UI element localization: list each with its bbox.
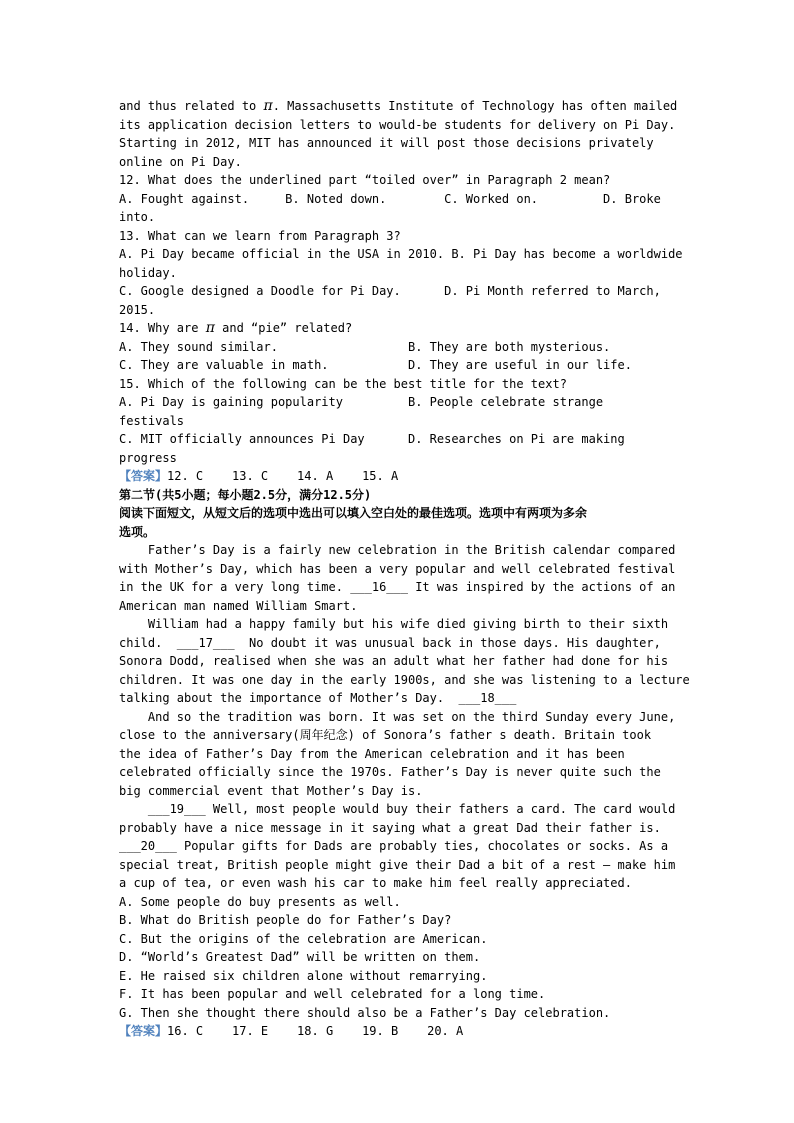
text-segment: the idea of Father’s Day from the American celebration and it has been — [119, 746, 625, 761]
text-line — [119, 523, 696, 542]
text-line — [119, 375, 696, 394]
section-heading-text: 阅读下面短文，从短文后的选项中选出可以填入空白处的最佳选项。选项中有两项为多余 — [119, 506, 588, 520]
text-segment: Starting in 2012, MIT has announced it will post those decisions privately — [119, 136, 654, 150]
text-segment: A. Some people do buy presents as well. — [119, 894, 401, 909]
text-line — [119, 190, 696, 209]
text-line — [119, 338, 696, 357]
text-segment: D. “World’s Greatest Dad” will be written on them. — [119, 950, 481, 964]
text-segment: American man named William Smart. — [119, 598, 358, 613]
text-segment: into. — [119, 210, 156, 224]
pi-symbol: π — [205, 320, 215, 336]
text-line — [119, 282, 696, 301]
text-segment: A. Fought against. B. Noted down. C. Worked on. D. Broke — [119, 191, 661, 206]
section-heading-text: 第二节(共5小题；每小题2.5分，满分12.5分) — [119, 487, 372, 502]
text-segment: Father’s Day is a fairly new celebration in the British calendar compared — [119, 543, 676, 557]
text-segment: C. Google designed a Doodle for Pi Day. D. Pi Month referred to March, — [119, 284, 661, 298]
text-line — [119, 208, 696, 227]
text-segment: William had a happy family but his wife died giving birth to their sixth — [119, 617, 669, 631]
text-segment: big commercial event that Mother’s Day is. — [119, 783, 423, 798]
text-segment: A. They sound similar. B. They are both mysterious. — [119, 339, 611, 354]
text-segment: with Mother’s Day, which has been a very popular and well celebrated festival — [119, 561, 676, 576]
text-line — [119, 782, 696, 801]
text-line — [119, 726, 696, 745]
text-segment: talking about the importance of Mother’s Day. ___18___ — [119, 691, 517, 705]
text-segment: close to the anniversary(周年纪念) of Sonora’s father s death. Britain took — [119, 728, 652, 742]
text-segment: 15. Which of the following can be the best title for the text? — [119, 376, 567, 391]
text-segment: celebrated officially since the 1970s. Father’s Day is never quite such the — [119, 765, 661, 779]
text-line — [119, 874, 696, 893]
text-segment: festivals — [119, 413, 185, 428]
text-line — [119, 116, 696, 135]
text-segment: and thus related to — [119, 99, 264, 113]
text-segment: C. But the origins of the celebration are American. — [119, 931, 488, 946]
text-line — [119, 264, 696, 283]
text-segment: holiday. — [119, 265, 177, 280]
text-line — [119, 430, 696, 449]
text-segment: 12. C 13. C 14. A 15. A — [167, 469, 399, 483]
text-segment: C. MIT officially announces Pi Day D. Researches on Pi are making — [119, 432, 625, 446]
text-segment: And so the tradition was born. It was set on the third Sunday every June, — [119, 709, 676, 724]
text-line — [119, 504, 696, 523]
text-line — [119, 171, 696, 190]
text-line — [119, 227, 696, 246]
text-line — [119, 948, 696, 967]
text-line — [119, 393, 696, 412]
text-line — [119, 541, 696, 560]
text-line — [119, 486, 696, 505]
text-line — [119, 578, 696, 597]
text-line — [119, 1004, 696, 1023]
text-segment: Sonora Dodd, realised when she was an adult what her father had done for his — [119, 654, 669, 668]
text-line — [119, 134, 696, 153]
text-line — [119, 597, 696, 616]
text-line — [119, 153, 696, 172]
text-segment: C. They are valuable in math. D. They are useful in our life. — [119, 358, 632, 372]
answer-label: 【答案】 — [119, 469, 168, 483]
text-line — [119, 615, 696, 634]
text-segment: F. It has been popular and well celebrated for a long time. — [119, 987, 546, 1001]
text-line — [119, 837, 696, 856]
text-line — [119, 412, 696, 431]
text-line — [119, 800, 696, 819]
text-segment: 16. C 17. E 18. G 19. B 20. A — [167, 1024, 464, 1038]
text-segment: children. It was one day in the early 1900s, and she was listening to a lecture — [119, 672, 690, 687]
text-line — [119, 319, 696, 338]
answer-label: 【答案】 — [119, 1024, 168, 1038]
text-line — [119, 356, 696, 375]
text-segment: online on Pi Day. — [119, 154, 242, 169]
text-segment: child. ___17___ No doubt it was unusual back in those days. His daughter, — [119, 635, 661, 650]
text-line — [119, 893, 696, 912]
text-segment: progress — [119, 450, 177, 465]
text-line — [119, 449, 696, 468]
text-line — [119, 985, 696, 1004]
text-segment: special treat, British people might give their Dad a bit of a rest — make him — [119, 857, 676, 872]
text-line — [119, 930, 696, 949]
text-segment: 2015. — [119, 302, 156, 317]
text-line — [119, 689, 696, 708]
text-segment: a cup of tea, or even wash his car to make him feel really appreciated. — [119, 876, 632, 890]
text-line — [119, 745, 696, 764]
text-line — [119, 856, 696, 875]
text-segment: E. He raised six children alone without remarrying. — [119, 968, 488, 983]
text-segment: ___19___ Well, most people would buy their fathers a card. The card would — [119, 802, 676, 816]
text-line — [119, 819, 696, 838]
text-line — [119, 97, 696, 116]
text-segment: in the UK for a very long time. ___16___ It was inspired by the actions of an — [119, 580, 676, 594]
text-segment: . Massachusetts Institute of Technology has often mailed — [272, 99, 678, 113]
text-segment: probably have a nice message in it saying what a great Dad their father is. — [119, 820, 661, 835]
text-line — [119, 708, 696, 727]
text-segment: A. Pi Day became official in the USA in 2010. B. Pi Day has become a worldwide — [119, 247, 683, 261]
text-segment: B. What do British people do for Father’s Day? — [119, 913, 452, 927]
text-segment: ___20___ Popular gifts for Dads are probably ties, chocolates or socks. As a — [119, 839, 669, 853]
text-segment: G. Then she thought there should also be a Father’s Day celebration. — [119, 1005, 611, 1020]
section-heading-text: 选项。 — [119, 524, 156, 539]
text-line — [119, 967, 696, 986]
text-segment: A. Pi Day is gaining popularity B. People celebrate strange — [119, 395, 604, 409]
text-line — [119, 763, 696, 782]
text-line — [119, 467, 696, 486]
text-line — [119, 560, 696, 579]
text-segment: 12. What does the underlined part “toiled over” in Paragraph 2 mean? — [119, 173, 611, 187]
text-segment: 13. What can we learn from Paragraph 3? — [119, 228, 401, 243]
text-line — [119, 911, 696, 930]
text-line — [119, 634, 696, 653]
text-line — [119, 245, 696, 264]
text-line — [119, 301, 696, 320]
pi-symbol: π — [263, 98, 273, 114]
text-segment: 14. Why are — [119, 321, 206, 335]
text-segment: and “pie” related? — [214, 321, 353, 335]
text-line — [119, 1022, 696, 1041]
text-segment: its application decision letters to would-be students for delivery on Pi Day. — [119, 117, 676, 132]
text-line — [119, 671, 696, 690]
text-line — [119, 652, 696, 671]
